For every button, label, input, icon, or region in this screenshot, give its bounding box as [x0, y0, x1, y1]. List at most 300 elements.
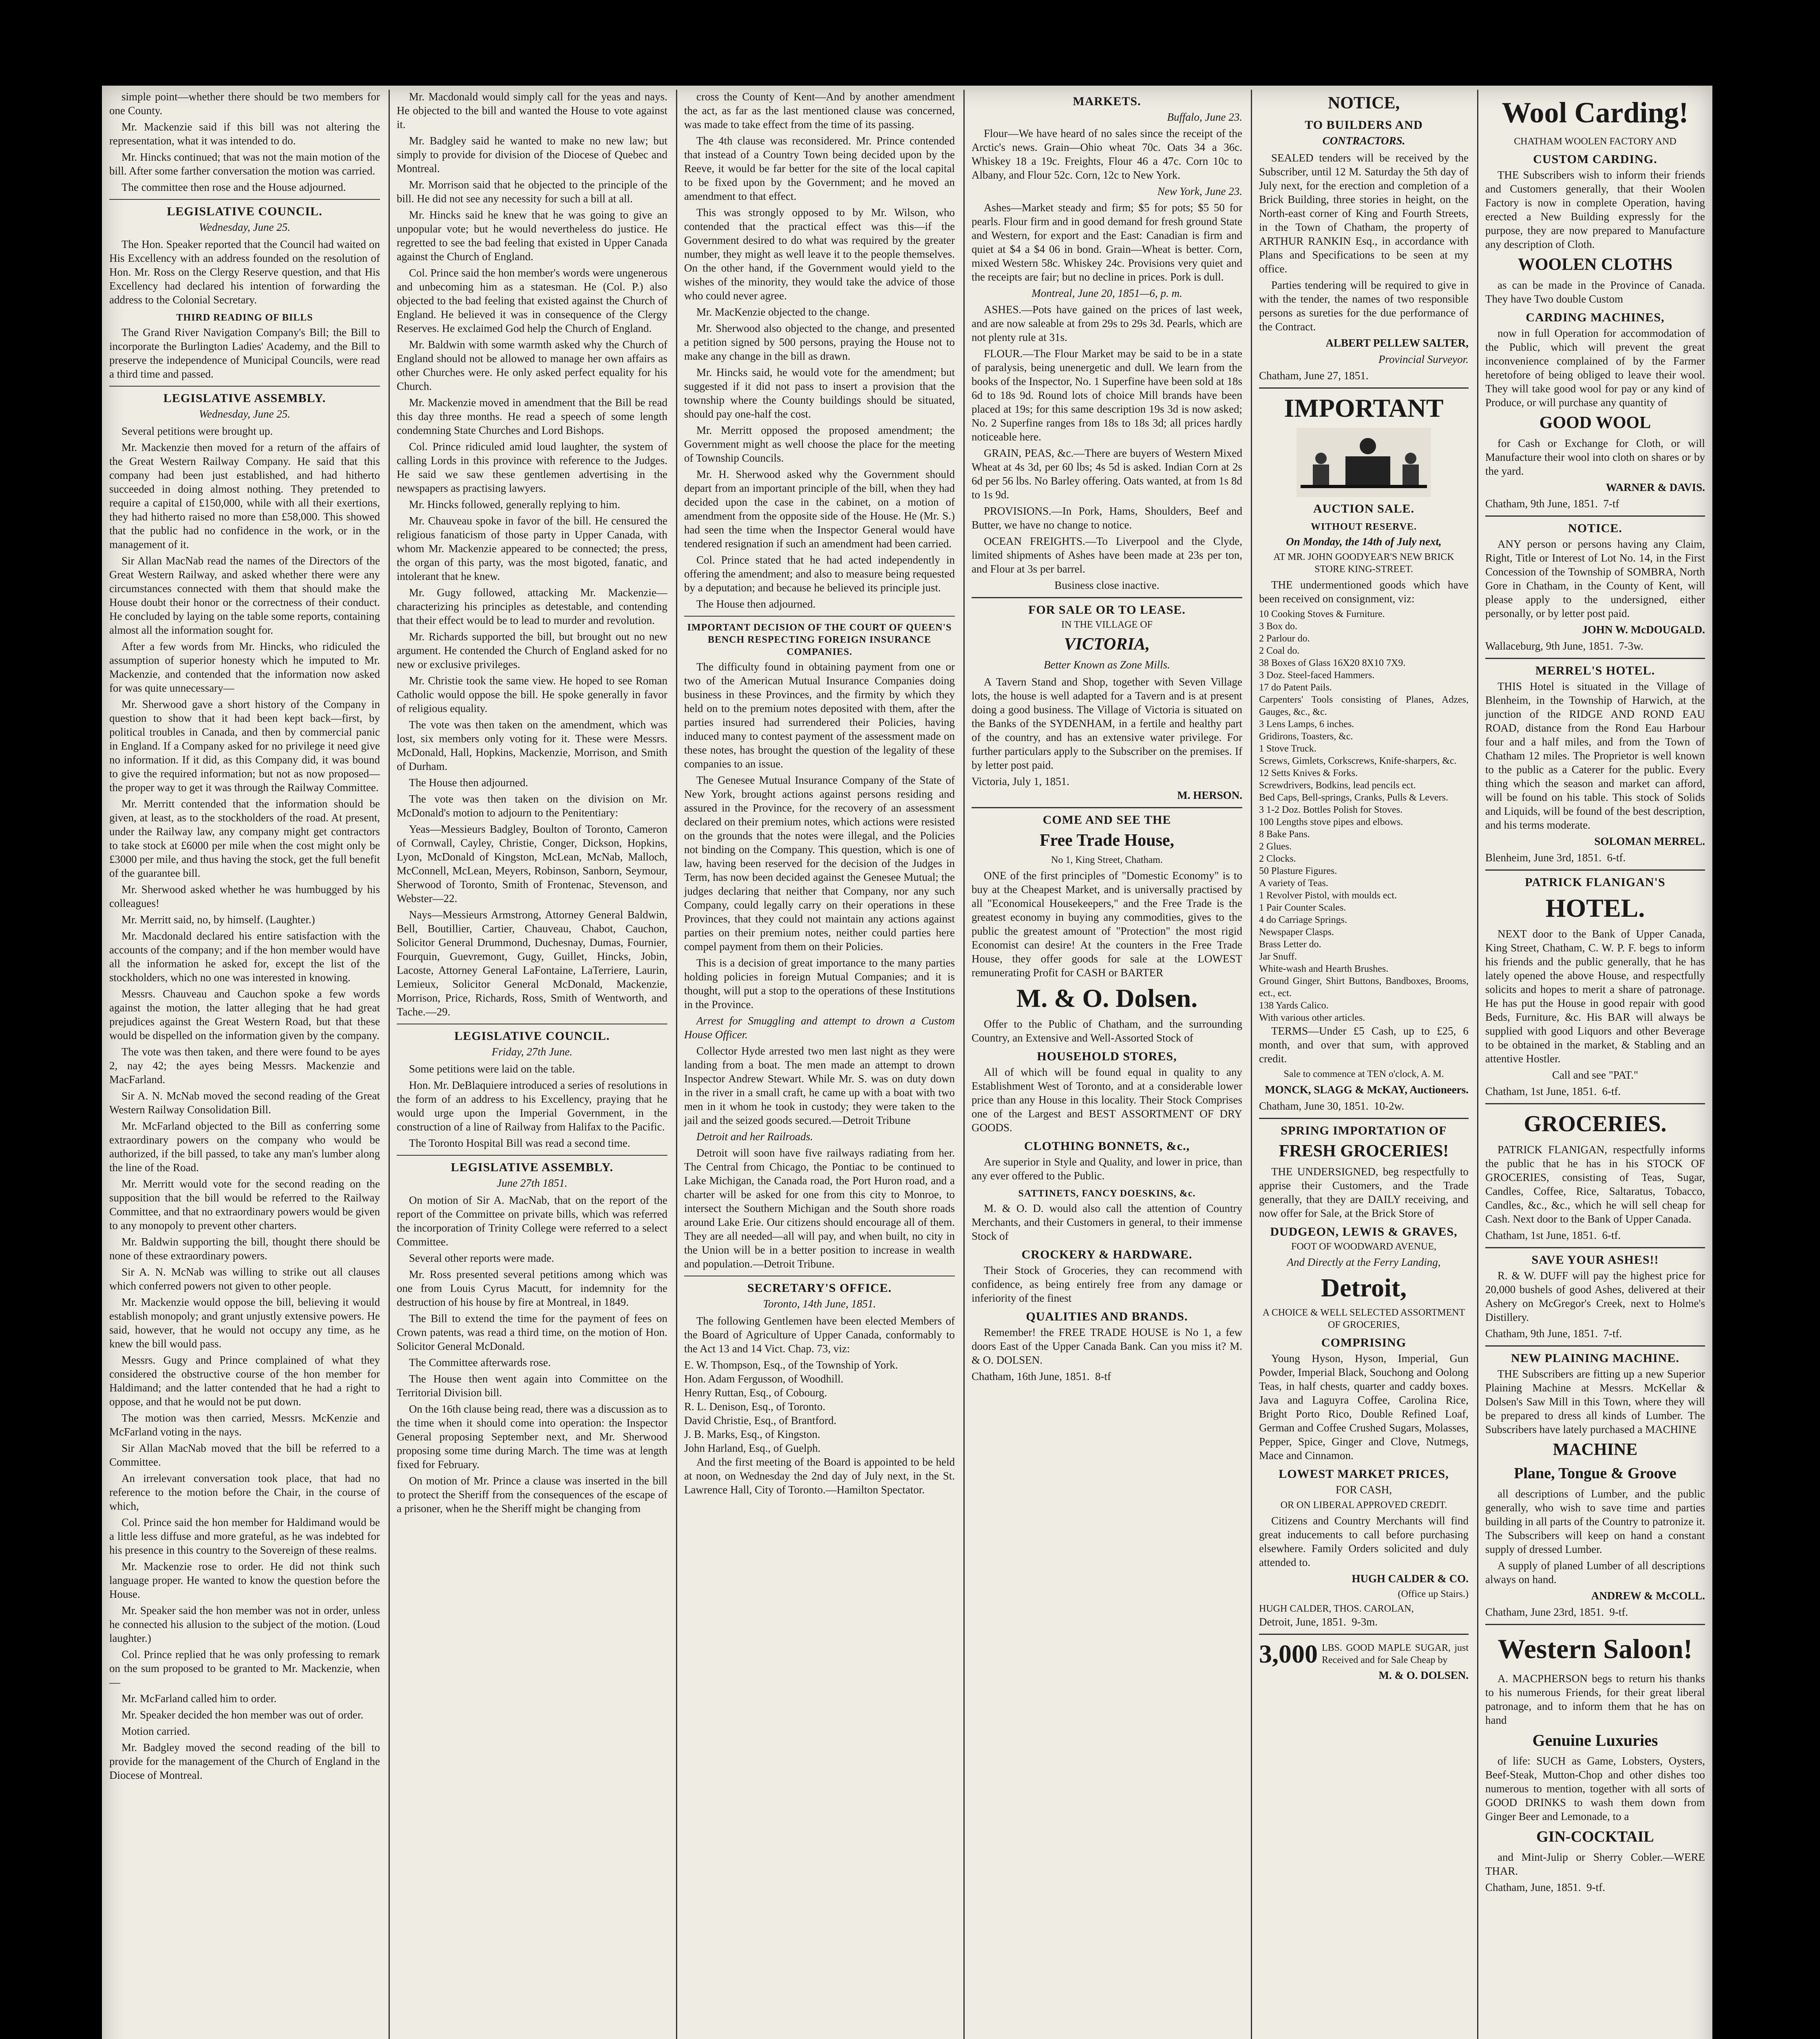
ad-title: GROCERIES.: [1524, 1111, 1667, 1137]
paragraph: OCEAN FREIGHTS.—To Liverpool and the Clyde, limited shipments of Ashes have been made at 23s per ton, and Flour at 3s per barrel.: [972, 535, 1242, 575]
ad-title: Western Saloon!: [1498, 1633, 1693, 1664]
ad-date-text: Chatham, 1st June, 1851.: [1485, 1085, 1597, 1097]
ad-date: [1485, 639, 1705, 653]
maple-sugar-ad: [1259, 1640, 1469, 1668]
column-2: [389, 90, 675, 2039]
ad-heading: CARDING MACHINES,: [1526, 311, 1665, 324]
ad-heading: TO BUILDERS AND: [1305, 118, 1423, 132]
auction-illustration: [1297, 428, 1431, 497]
list-item: Newspaper Clasps.: [1259, 927, 1334, 938]
ad-number: 3,000: [1259, 1639, 1318, 1668]
paragraph: GRAIN, PEAS, &c.—There are buyers of Western Mixed Wheat at 4s 3d, per 60 lbs; 4s 5d is asked. Indian Corn at 2s 6d per 56 lbs. No Barley offering. Oats wanted, at from 1s 8d to 1s 9d.: [972, 447, 1242, 501]
paragraph: for Cash or Exchange for Cloth, or will Manufacture their wool into cloth on shares or by the yard.: [1485, 437, 1705, 477]
ad-heading: MERREL'S HOTEL.: [1535, 664, 1655, 677]
ad-title: GOOD WOOL: [1539, 414, 1651, 432]
column-3: [677, 90, 962, 2039]
paragraph: THE Subscribers wish to inform their friends and Customers generally, that their Woolen Factory is now in complete Operation, having erected a New Building expressly for the purpose, they are now prepared to Manufacture any description of Cloth.: [1485, 169, 1705, 250]
paragraph: Detroit will soon have five railways radiating from her. The Central from Chicago, the Pontiac to be continued to Lake Michigan, the Canada road, the Port Huron road, and a charter will be asked for one from this city to Monroe, to intersect the Southern Michigan and the South shore roads around Lake Erie. Our citizens should encourage all of them. They are all needed—all will pay, and when built, no city in the Union will be in a better position to increase in wealth and population.—Detroit Tribune.: [684, 1147, 955, 1270]
ad-title: VICTORIA,: [1064, 635, 1150, 654]
paragraph: SEALED tenders will be received by the Subscriber, until 12 M. Saturday the 5th day of July next, for the erection and completion of a Brick Building, three stories in height, on the North-east corner of King and Fourth Streets, in the Town of Chatham, the property of ARTHUR RANKIN Esq., in accordance with Plans and Specifications to be seen at my office.: [1259, 152, 1469, 275]
list-item: 17 do Patent Pails.: [1259, 682, 1332, 693]
ad-date: [1485, 1327, 1705, 1340]
ad-place: AT MR. JOHN GOODYEAR'S NEW BRICK STORE KING-STREET.: [1273, 552, 1454, 575]
ad-date-text: Chatham, June, 1851.: [1485, 1881, 1581, 1893]
divider: [1485, 1345, 1705, 1347]
paragraph: Mr. Ross presented several petitions among which was one from Louis Cyrus Macutt, for indemnity for the destruction of his house by fire at Montreal, in 1849.: [397, 1268, 667, 1308]
paragraph: The Genesee Mutual Insurance Company of the State of New York, brought actions against persons residing and assured in the Province, for the recovery of an assessment declared on their premium notes, which actions were resisted on the grounds that the notes were illegal, and the Policies not binding on the Company. This question, which is one of law, having been reserved for the decision of the Judges in Term, has now been decided against the Genesee Mutual; the judges declaring that neither that Company, nor any such Company, could legally carry on their operations in these Provinces, that they could not maintain any actions against parties on their premium notes, neither could parties here compel payment from them on their Policies.: [684, 774, 955, 953]
section-date: New York, June 23.: [1157, 185, 1242, 197]
list-item: Ground Ginger, Shirt Buttons, Bandboxes, Brooms, ect., ect.: [1259, 976, 1469, 999]
paragraph: Mr. Richards supported the bill, but brought out no new argument. He contended the Church of England asked for no new or exclusive privileges.: [397, 630, 667, 670]
ad-title: WOOLEN CLOTHS: [1517, 255, 1673, 274]
ad-address: No 1, King Street, Chatham.: [1051, 855, 1163, 865]
paragraph: Sir Allan MacNab moved that the bill be referred to a Committee.: [109, 1442, 380, 1468]
ad-heading: NOTICE.: [1568, 522, 1622, 535]
section-heading: LEGISLATIVE COUNCIL.: [454, 1029, 610, 1043]
ad-subheading: OR ON LIBERAL APPROVED CREDIT.: [1280, 1500, 1447, 1510]
ad-ref: 9-3m.: [1352, 1616, 1378, 1628]
ad-subheading: CHATHAM WOOLEN FACTORY AND: [1514, 136, 1676, 147]
paragraph: Mr. Baldwin with some warmth asked why the Church of England should not be allowed to manage her own affairs as other Churches were. He only asked perfect equality for his Church.: [397, 338, 667, 392]
paragraph: Hon. Mr. DeBlaquiere introduced a series of resolutions in the form of an address to his Excellency, praying that he would urge upon the Imperial Government, in the construction of a line of Railway from Halifax to the Pacific.: [397, 1079, 667, 1133]
ad-heading: SAVE YOUR ASHES!!: [1531, 1253, 1659, 1267]
ad-title: Free Trade House,: [1039, 831, 1175, 850]
list-item: White-wash and Hearth Brushes.: [1259, 964, 1389, 974]
paragraph: Several petitions were brought up.: [121, 425, 273, 437]
paragraph: NEXT door to the Bank of Upper Canada, King Street, Chatham, C. W. P. F. begs to inform his friends and the public generally, that he has lately opened the above House, and respectfully solicits and hopes to merit a share of patronage. He has put the House in good repair with good Beds, Furniture, &c. His BAR will always be supplied with good Liquors and other Beverage to be obtained in the market, & Stabling and an attentive Hostler.: [1485, 928, 1705, 1065]
ad-title: Genuine Luxuries: [1532, 1731, 1658, 1749]
list-item: 1 Stove Truck.: [1259, 743, 1316, 754]
section-heading: Arrest for Smuggling and attempt to drown a Custom House Officer.: [684, 1015, 955, 1041]
ad-ref: 7-tf.: [1603, 1327, 1622, 1340]
paragraph: THE UNDERSIGNED, beg respectfully to apprise their Customers, and the Trade generally, that they are DAILY receiving, and now offer for Sale, at the Brick Store of: [1259, 1165, 1469, 1219]
ad-signer: WARNER & DAVIS.: [1606, 481, 1705, 493]
ad-text: LBS. GOOD MAPLE SUGAR, just Received and for Sale Cheap by: [1322, 1643, 1469, 1665]
paragraph: ANY person or persons having any Claim, Right, Title or Interest of Lot No. 14, in the First Concession of the Township of SOMBRA, North Gore in Chatham, in the County of Kent, will please apply to the undersigned, either personally, or by letter post paid.: [1485, 538, 1705, 619]
paragraph: Offer to the Public of Chatham, and the surrounding Country, an Extensive and Well-Assorted Stock of: [972, 1018, 1242, 1044]
paragraph: Mr. Macdonald declared his entire satisfaction with the accounts of the company; and if the hon member would have all the information he asked for, except the list of the stockholders, which no one was interested in knowing.: [109, 930, 380, 984]
ad-date: [1485, 1228, 1705, 1242]
list-item: 12 Setts Knives & Forks.: [1259, 768, 1358, 778]
ad-date: On Monday, the 14th of July next,: [1286, 535, 1442, 548]
list-item: 3 1-2 Doz. Bottles Polish for Stoves.: [1259, 805, 1403, 815]
paragraph: Mr. Mackenzie then moved for a return of the affairs of the Great Western Railway Company. He said that this company had been just established, and had hitherto succeeded in doing almost nothing. They pretended to require a capital of £150,000, while with all their exertions, they had hitherto raised no more than £58,000. This showed that the public had no confidence in the work, or in the management of it.: [109, 441, 380, 551]
ad-signer: HUGH CALDER & CO.: [1352, 1572, 1469, 1585]
list-item: David Christie, Esq., of Brantford.: [684, 1414, 837, 1426]
paragraph: An irrelevant conversation took place, that had no reference to the motion before the Chair, in the course of which,: [109, 1472, 380, 1512]
paragraph: A supply of planed Lumber of all descriptions always on hand.: [1485, 1559, 1705, 1586]
paragraph: M. & O. D. would also call the attention of Country Merchants, and their Customers in general, to their immense Stock of: [972, 1202, 1242, 1242]
paragraph: THE Subscribers are fitting up a new Superior Plaining Machine at Messrs. McKellar & Dolsen's Saw Mill in this Town, where they will be prepared to dress all kinds of Lumber. The Subscribers have lately purchased a MACHINE: [1485, 1368, 1705, 1435]
section-date: Wednesday, June 25.: [199, 221, 290, 233]
ad-signer-note: (Office up Stairs.): [1398, 1589, 1469, 1599]
ad-title: GIN-COCKTAIL: [1536, 1828, 1654, 1845]
ad-heading: DUDGEON, LEWIS & GRAVES,: [1270, 1225, 1458, 1238]
paragraph: Mr. Merritt contended that the information should be given, at least, as to the stockholders of the road. At present, under the Railway law, any company might get contractors to take stock at £6000 per mile when the cost might only be £3000 per mile, and thus having the stock, get the full benefit of the guarantee bill.: [109, 798, 380, 879]
paragraph: The House then adjourned.: [409, 776, 528, 789]
section-heading: SECRETARY'S OFFICE.: [747, 1281, 892, 1295]
ad-subheading: FOR CASH,: [1335, 1484, 1392, 1496]
ad-heading: SPRING IMPORTATION OF: [1281, 1124, 1447, 1137]
paragraph: Some petitions were laid on the table.: [409, 1063, 575, 1075]
ad-heading: NEW PLAINING MACHINE.: [1511, 1351, 1679, 1365]
ad-title: MACHINE: [1553, 1440, 1638, 1459]
column-5: [1252, 90, 1476, 2039]
list-item: Jar Snuff.: [1259, 951, 1297, 962]
paragraph: Messrs. Chauveau and Cauchon spoke a few words against the motion, the latter alleging that he had great prejudices against the Great Western Road, but that these would be dispelled on the information given by the company.: [109, 988, 380, 1042]
list-item: 3 Lens Lamps, 6 inches.: [1259, 719, 1354, 730]
list-item: 50 Plasture Figures.: [1259, 866, 1337, 876]
ad-heading: SATTINETS, FANCY DOESKINS, &c.: [1018, 1188, 1196, 1199]
paragraph: A. MACPHERSON begs to return his thanks to his numerous Friends, for their great liberal patronage, and to inform them that he has on hand: [1485, 1672, 1705, 1726]
paragraph: Sir A. N. McNab moved the second reading of the Great Western Railway Consolidation Bill.: [109, 1090, 380, 1116]
ad-heading: WITHOUT RESERVE.: [1310, 522, 1417, 532]
paragraph: THIS Hotel is situated in the Village of Blenheim, in the Township of Harwich, at the junction of the RIDGE AND ROND EAU ROAD, distance from the Rond Eau Harbour four and a half miles, and from the Town of Chatham 12 miles. The Proprietor is well known to the public as a Caterer for the public. Every thing which the season and market can afford, will be found on his table. This stock of Solids and Liquids, will be found of the best description, and his terms moderate.: [1485, 680, 1705, 831]
paragraph: R. & W. DUFF will pay the highest price for 20,000 bushels of good Ashes, delivered at their Ashery on McGregor's Creek, next to Holme's Distillery.: [1485, 1269, 1705, 1323]
ad-title: HOTEL.: [1545, 893, 1645, 922]
section-date: Montreal, June 20, 1851—6, p. m.: [1031, 287, 1182, 299]
paragraph: Mr. Mackenzie said if this bill was not altering the representation, what it was intended to do.: [109, 121, 380, 147]
paragraph: The difficulty found in obtaining payment from one or two of the American Mutual Insurance Companies doing business in these Provinces, and the firmity by which they held on to the premium notes deposited with them, after the parties insured had surrendered their Policies, having induced many to contest payment of the assessment made on these notes, has brought the question of the legality of these companies to an issue.: [684, 661, 955, 770]
ad-title: NOTICE,: [1327, 94, 1400, 113]
list-item: A variety of Teas.: [1259, 878, 1328, 889]
paragraph: Business close inactive.: [1054, 579, 1160, 591]
ad-title: IMPORTANT: [1284, 394, 1444, 422]
paragraph: Parties tendering will be required to give in with the tender, the names of two responsible persons as sureties for the due performance of the Contract.: [1259, 279, 1469, 333]
section-date: Friday, 27th June.: [492, 1046, 572, 1058]
divider: [1485, 1103, 1705, 1104]
list-item: E. W. Thompson, Esq., of the Township of York.: [684, 1359, 898, 1371]
divider: [1485, 658, 1705, 659]
paragraph: Mr. Badgley moved the second reading of the bill to provide for the management of the Church of England in the Diocese of Montreal.: [109, 1741, 380, 1781]
ad-title: Plane, Tongue & Groove: [1514, 1465, 1676, 1482]
ad-ref: 6-tf.: [1602, 1229, 1621, 1241]
paragraph: Mr. Macdonald would simply call for the yeas and nays. He objected to the bill and wanted the House to vote against it.: [397, 91, 667, 130]
divider: [109, 199, 380, 200]
ad-signer: ALBERT PELLEW SALTER,: [1325, 337, 1469, 349]
paragraph: Flour—We have heard of no sales since the receipt of the Arctic's news. Grain—Ohio wheat 70c. Oats 34 a 36c. Whiskey 18 a 19c. Freights, Flour 46 a 47c. Corn 10c to Albany, and Flour 52c. Corn, 12c to New York.: [972, 127, 1242, 181]
list-item: 1 Revolver Pistol, with moulds ect.: [1259, 890, 1397, 901]
paragraph: The 4th clause was reconsidered. Mr. Prince contended that instead of a Country Town being decided upon by the Reeve, it would be far better for the site of the local capital to be fixed upon by the Government; and he moved an amendment to that effect.: [684, 135, 955, 202]
paragraph: The Bill to extend the time for the payment of fees on Crown patents, was read a third time, on the motion of Hon. Solicitor General McDonald.: [397, 1312, 667, 1352]
paragraph: Mr. Hincks continued; that was not the main motion of the bill. After some farther conversation the motion was carried.: [109, 151, 380, 177]
ad-date: Chatham, June 27, 1851.: [1259, 369, 1369, 382]
paragraph: This was strongly opposed to by Mr. Wilson, who contended that the practical effect was this—if the Government desired to do what was required by the greater number, they might as well leave it to the people themselves. On the other hand, if the Government would yield to the wishes of the minority, they would take the advice of those who could never agree.: [684, 206, 955, 302]
list-item: 10 Cooking Stoves & Furniture.: [1259, 609, 1385, 619]
list-item: Hon. Adam Fergusson, of Woodhill.: [684, 1373, 844, 1385]
section-heading: MARKETS.: [1073, 95, 1141, 108]
ad-date: [1485, 1605, 1705, 1619]
ad-heading: CUSTOM CARDING.: [1533, 153, 1657, 166]
ad-date-text: Chatham, 9th June, 1851.: [1485, 1327, 1598, 1340]
paragraph: Several other reports were made.: [409, 1252, 554, 1264]
paragraph: Citizens and Country Merchants will find great inducements to call before purchasing elsewhere. Family Orders solicited and duly attended to.: [1259, 1515, 1469, 1568]
ad-ref: 7-3w.: [1619, 640, 1643, 652]
ad-signer: SOLOMAN MERREL.: [1594, 835, 1705, 847]
section-heading: LEGISLATIVE ASSEMBLY.: [163, 391, 326, 405]
ad-ref: 6-tf.: [1607, 851, 1626, 864]
ad-subheading: IN THE VILLAGE OF: [1061, 619, 1153, 630]
paragraph: Remember! the FREE TRADE HOUSE is No 1, a few doors East of the Upper Canada Bank. Can you miss it? M. & O. DOLSEN.: [972, 1326, 1242, 1366]
ad-date: [972, 1369, 1242, 1383]
paragraph: Motion carried.: [121, 1725, 190, 1737]
divider: [1259, 387, 1469, 389]
paragraph: PROVISIONS.—In Pork, Hams, Shoulders, Beef and Butter, we have no change to notice.: [972, 505, 1242, 531]
paragraph: Mr. Hincks said he knew that he was going to give an unpopular vote; but he would nevertheless do justice. He regretted to see the bad feeling that existed in Upper Canada against the Church of England.: [397, 209, 667, 263]
paragraph: Mr. Mackenzie would oppose the bill, believing it would establish monopoly; and grant unjustly extensive powers. He said, however, that he would not occupy any time, as he knew the bill would pass.: [109, 1296, 380, 1350]
list-item: 4 do Carriage Springs.: [1259, 915, 1347, 925]
list-item: 8 Bake Pans.: [1259, 829, 1310, 840]
paragraph: Col. Prince said the hon member for Haldimand would be a little less diffuse and more grateful, as he was indebted for his presence in this country to the Sovereign of these realms.: [109, 1516, 380, 1556]
paragraph: Mr. Hincks said, he would vote for the amendment; but suggested if it did not pass to insert a provision that the township where the County buildings should be situated, should pay one-half the cost.: [684, 366, 955, 420]
section-date: Wednesday, June 25.: [199, 408, 290, 420]
divider: [1485, 1624, 1705, 1625]
paragraph: After a few words from Mr. Hincks, who ridiculed the assumption of superior honesty which he imputed to Mr. Mackenzie, and contended that the information now asked for was quite unnecessary—: [109, 640, 380, 694]
paragraph: Yeas—Messieurs Badgley, Boulton of Toronto, Cameron of Cornwall, Cayley, Christie, Conger, Dickson, Hopkins, Lyon, McDonald of Kingston, McLean, McNab, Malloch, McConnell, McLean, Meyers, Robinson, Sanborn, Seymour, Sherwood of Toronto, Smith of Frontenac, Stevenson, and Webster—22.: [397, 823, 667, 905]
paragraph: The vote was then taken on the division on Mr. McDonald's motion to adjourn to the Penitentiary:: [397, 793, 667, 819]
ad-title: Wool Carding!: [1502, 96, 1689, 129]
paragraph: Mr. Badgley said he wanted to make no new law; but simply to provide for division of the Diocese of Quebec and Montreal.: [397, 135, 667, 175]
list-item: 38 Boxes of Glass 16X20 8X10 7X9.: [1259, 658, 1406, 668]
ad-date-text: Blenheim, June 3rd, 1851.: [1485, 851, 1601, 864]
ad-signer: MONCK, SLAGG & McKAY, Auctioneers.: [1265, 1084, 1469, 1096]
ad-ref: 6-tf.: [1602, 1085, 1621, 1097]
list-item: 138 Yards Calico.: [1259, 1000, 1329, 1011]
ad-heading: CROCKERY & HARDWARE.: [1021, 1248, 1193, 1261]
ad-date: [1485, 1084, 1705, 1098]
ad-date-text: Chatham, 9th June, 1851.: [1485, 498, 1598, 510]
paragraph: All of which will be found equal in quality to any Establishment West of Toronto, and at a considerable lower price than any House in this locality. Their Stock Comprises one of the Largest and BEST ASSORTMENT OF DRY GOODS.: [972, 1066, 1242, 1134]
ad-ref: 8-tf: [1095, 1370, 1111, 1382]
paragraph: Messrs. Gugy and Prince complained of what they considered the obstructive course of the hon member for Haldimand; and the latter contended that he had a right to oppose, and that he would not be put down.: [109, 1354, 380, 1408]
paragraph: Sir A. N. McNab was willing to strike out all clauses which conferred powers not given to other people.: [109, 1266, 380, 1292]
paragraph: Mr. Mackenzie moved in amendment that the Bill be read this day three months. He read a speech of some length condemning State Churches and Lord Bishops.: [397, 396, 667, 436]
section-date: Toronto, 14th June, 1851.: [763, 1298, 876, 1310]
paragraph: Mr. Hincks followed, generally replying to him.: [409, 498, 621, 511]
list-item: Brass Letter do.: [1259, 939, 1321, 950]
paragraph: The Toronto Hospital Bill was read a second time.: [409, 1137, 630, 1149]
list-item: 3 Doz. Steel-faced Hammers.: [1259, 670, 1375, 681]
paragraph: Mr. Gugy followed, attacking Mr. Mackenzie—characterizing his principles as detestable, and contending that their effect would be to lead to murder and revolution.: [397, 586, 667, 626]
paragraph: A Tavern Stand and Shop, together with Seven Village lots, the house is well adapted for a Tavern and is at present doing a good business. The Village of Victoria is situated on the Banks of the SYDENHAM, in a fertile and healthy part of the country, and has an extensive water privilege. For further particulars apply to the Subscriber on the premises. If by letter post paid.: [972, 676, 1242, 771]
ad-ref: 9-tf.: [1586, 1881, 1605, 1893]
list-item: Gridirons, Toasters, &c.: [1259, 731, 1353, 742]
ad-heading: LOWEST MARKET PRICES,: [1279, 1467, 1449, 1481]
paragraph: Mr. Sherwood gave a short history of the Company in question to show that it had been kept back—first, by political troubles in Canada, and then by commercial panic in England. If a Company asked for no privilege it need give no information. If it did, as this Company did, it was bound to give the required information; but not as now proposed—the proper way to get it was through the Railway Committee.: [109, 698, 380, 794]
paragraph: Mr. McFarland objected to the Bill as conferring some extraordinary powers on the company who would be authorized, if the bill passed, to take any man's lumber along the line of the Road.: [109, 1120, 380, 1174]
section-heading: LEGISLATIVE COUNCIL.: [167, 205, 322, 218]
ad-title: Detroit,: [1321, 1273, 1407, 1302]
list-item: R. L. Denison, Esq., of Toronto.: [684, 1400, 826, 1413]
divider: [1259, 1118, 1469, 1119]
paragraph: The Grand River Navigation Company's Bill; the Bill to incorporate the Burlington Ladies' Academy, and the Bill to preserve the independence of Municipal Councils, were read a third time and passed.: [109, 326, 380, 380]
ad-heading: AUCTION SALE.: [1313, 502, 1415, 515]
paragraph: Their Stock of Groceries, they can recommend with confidence, as being entirely free from any damage or inferiority of the finest: [972, 1264, 1242, 1304]
list-item: Screwdrivers, Bodkins, lead pencils ect.: [1259, 780, 1416, 791]
ad-subheading: A CHOICE & WELL SELECTED ASSORTMENT OF GROCERIES,: [1262, 1307, 1465, 1330]
divider: [972, 807, 1242, 808]
list-item: John Harland, Esq., of Guelph.: [684, 1442, 821, 1454]
section-heading: THIRD READING OF BILLS: [176, 312, 313, 323]
ad-date: [1485, 1880, 1705, 1894]
list-item: Carpenters' Tools consisting of Planes, Adzes, Gauges, &c., &c.: [1259, 694, 1469, 717]
column-6: [1478, 90, 1712, 2039]
paragraph: The following Gentlemen have been elected Members of the Board of Agriculture of Upper Canada, conformably to the Act 13 and 14 Vict. Chap. 73, viz:: [684, 1315, 955, 1355]
paragraph: now in full Operation for accommodation of the Public, which will prevent the great inconvenience complained of by the Farmer heretofore of being obliged to leave their wool. They will take good wool for pay or any kind of Produce, or will purchase any quantity of: [1485, 327, 1705, 409]
ad-date-text: Chatham, June 30, 1851.: [1259, 1100, 1369, 1112]
ad-heading: PATRICK FLANIGAN'S: [1525, 876, 1665, 889]
divider: [1485, 869, 1705, 871]
paragraph: On motion of Mr. Prince a clause was inserted in the bill to protect the Sheriff from the consequences of the escape of a prisoner, when he the Sheriff might be changing from: [397, 1475, 667, 1515]
paragraph: Mr. Merritt said, no, by himself. (Laughter.): [121, 913, 315, 926]
ad-heading: COME AND SEE THE: [1043, 813, 1171, 827]
paragraph: Collector Hyde arrested two men last night as they were landing from a boat. The men made an attempt to drown Inspector Andrew Stewart. While Mr. S. was on duty down in the river in a small craft, he came up with a boat with two men in it whom he took in custody; they were taken to the jail and the seized goods secured.—Detroit Tribune: [684, 1045, 955, 1126]
paragraph: The vote was then taken on the amendment, which was lost, six members only voting for it. These were Messrs. McDonald, Hall, Hopkins, Mackenzie, Morrison, and Smith of Durham.: [397, 719, 667, 772]
section-date: June 27th 1851.: [497, 1177, 568, 1189]
paragraph: TERMS—Under £5 Cash, up to £25, 6 month, and over that sum, with approved credit.: [1259, 1025, 1469, 1065]
list-item: Bed Caps, Bell-springs, Cranks, Pulls & Levers.: [1259, 792, 1448, 803]
section-heading: IMPORTANT DECISION OF THE COURT OF QUEEN'S BENCH RESPECTING FOREIGN INSURANCE COMPANIES.: [687, 622, 952, 657]
list-item: With various other articles.: [1259, 1013, 1365, 1023]
column-1: [102, 90, 387, 2039]
divider: [109, 386, 380, 387]
ad-signer: M. & O. DOLSEN.: [1378, 1669, 1469, 1681]
ad-ref: 9-tf.: [1609, 1606, 1628, 1618]
ad-date-text: Chatham, 16th June, 1851.: [972, 1370, 1090, 1382]
paragraph: Mr. Morrison said that he objected to the principle of the bill. He did not see any necessity for such a bill at all.: [397, 179, 667, 205]
paragraph: The House then adjourned.: [696, 598, 816, 610]
auction-scene-icon: [1297, 428, 1431, 497]
ad-address: And Directly at the Ferry Landing,: [1287, 1256, 1441, 1268]
list-item: 2 Coal do.: [1259, 646, 1300, 656]
list-item: Screws, Gimlets, Corkscrews, Knife-sharpers, &c.: [1259, 756, 1457, 766]
paragraph: cross the County of Kent—And by another amendment the act, as far as the last mentioned clause was concerned, was made to take effect from the time of its passing.: [684, 91, 955, 130]
paragraph: Nays—Messieurs Armstrong, Attorney General Baldwin, Bell, Boutillier, Cartier, Chauveau, Chabot, Cauchon, Solicitor General Drummond, Duchesnay, Dumas, Fournier, Fourquin, Guevremont, Gugy, Guillet, Hincks, Jobin, Lacoste, Attorney General LaFontaine, LaTerriere, Laurin, Lemieux, Solicitor General McDonald, Mackenzie, Morrison, Price, Richards, Ross, Smith of Wentworth, and Tache.—29.: [397, 909, 667, 1018]
list-item: 1 Pair Counter Scales.: [1259, 902, 1346, 913]
ad-signer-title: Provincial Surveyor.: [1378, 353, 1469, 365]
paragraph: On motion of Sir A. MacNab, that on the report of the report of the Committee on private bills, which was referred the incorporation of Trinity College were referred to a select Committee.: [397, 1194, 667, 1248]
paragraph: FLOUR.—The Flour Market may be said to be in a state of paralysis, being unenergetic and dull. We learn from the books of the Inspector, No. 1 Superfine have been sold at 18s 6d to 18s 9d. Round lots of choice Mill brands have been placed at 19s; for this same description 19s 3d is now asked; No. 2 Superfine ranges from 18s to 18s 3d; all prices hardly noticeable here.: [972, 347, 1242, 443]
divider: [684, 616, 955, 617]
paragraph: Mr. H. Sherwood asked why the Government should depart from an important principle of the bill, when they had decided upon the case in the cabinet, on a motion of amendment from the opposite side of the House. He (Mr. S.) had seen the time when the Inspector General would have tendered resignation if such an amendment had been carried.: [684, 468, 955, 550]
ad-heading: QUALITIES AND BRANDS.: [1026, 1310, 1188, 1323]
ad-date-text: Chatham, June 23rd, 1851.: [1485, 1606, 1604, 1618]
paragraph: Are superior in Style and Quality, and lower in price, than any ever offered to the Public.: [972, 1156, 1242, 1182]
paragraph: simple point—whether there should be two members for one County.: [109, 91, 380, 117]
paragraph: Mr. MacKenzie objected to the change.: [696, 306, 870, 318]
list-item: J. B. Marks, Esq., of Kingston.: [684, 1428, 820, 1440]
paragraph: ASHES.—Pots have gained on the prices of last week, and are now saleable at from 29s to 29s 3d. Pearls, which are not plenty rule at 31s.: [972, 303, 1242, 343]
ad-date-text: Detroit, June, 1851.: [1259, 1616, 1346, 1628]
ad-date: Victoria, July 1, 1851.: [972, 775, 1069, 787]
paragraph: The committee then rose and the House adjourned.: [121, 181, 346, 193]
ad-date-text: Chatham, 1st June, 1851.: [1485, 1229, 1597, 1241]
paragraph: Mr. Speaker decided the hon member was out of order.: [121, 1709, 364, 1721]
paragraph: On the 16th clause being read, there was a discussion as to the time when it should come into operation: the Inspector General proposing September next, and Mr. Sherwood proposing some time during March. The time was at length fixed for February.: [397, 1403, 667, 1471]
ad-address: FOOT OF WOODWARD AVENUE,: [1291, 1241, 1437, 1252]
paragraph: Mr. Sherwood asked whether he was humbugged by his colleagues!: [109, 883, 380, 909]
ad-title: M. & O. Dolsen.: [1016, 984, 1198, 1013]
ad-callout: Call and see "PAT.": [1552, 1069, 1639, 1081]
ad-ref: 10-2w.: [1374, 1100, 1404, 1112]
paragraph: This is a decision of great importance to the many parties holding policies in foreign Mutual Companies; and it is thought, will put a stop to the operations of these Institutions in the Province.: [684, 957, 955, 1011]
paragraph: The Committee afterwards rose.: [409, 1356, 551, 1369]
paragraph: Mr. McFarland called him to order.: [121, 1692, 277, 1705]
divider: [397, 1155, 667, 1156]
ad-ref: 7-tf: [1603, 498, 1619, 510]
ad-heading: CLOTHING BONNETS, &c.,: [1024, 1139, 1190, 1153]
list-item: 2 Glues.: [1259, 841, 1292, 852]
ad-date-text: Wallaceburg, 9th June, 1851.: [1485, 640, 1613, 652]
ad-date: [1259, 1099, 1469, 1113]
paragraph: Col. Prince ridiculed amid loud laughter, the system of calling Lords in this province with reference to the Judges. He said we saw these gentlemen advertising in the newspapers as practising lawyers.: [397, 440, 667, 494]
ad-names: HUGH CALDER, THOS. CAROLAN,: [1259, 1603, 1414, 1614]
ad-heading: HOUSEHOLD STORES,: [1037, 1050, 1177, 1063]
ad-signer: JOHN W. McDOUGALD.: [1582, 624, 1705, 636]
paragraph: The Hon. Speaker reported that the Council had waited on His Excellency with an address founded on the resolution of Hon. Mr. Ross on the Clergy Reserve question, and that His Excellency had declared his intention of forwarding the address to the Colonial Secretary.: [109, 238, 380, 306]
paragraph: The vote was then taken, and there were found to be ayes 2, nay 42; the ayes being Messrs. Mackenzie and MacFarland.: [109, 1046, 380, 1086]
paragraph: Mr. Merritt would vote for the second reading on the supposition that the bill would be referred to the Railway Committee, and that no extraordinary powers would be given to any monopoly to prevent other charters.: [109, 1178, 380, 1232]
ad-time: Sale to commence at TEN o'clock, A. M.: [1283, 1069, 1444, 1079]
paragraph: Mr. Baldwin supporting the bill, thought there should be none of these extraordinary powers.: [109, 1236, 380, 1262]
paragraph: Mr. Speaker said the hon member was not in order, unless he connected his allusion to the subject of the motion. (Loud laughter.): [109, 1604, 380, 1644]
column-4: [964, 90, 1250, 2039]
ad-date: [1485, 497, 1705, 511]
paragraph: all descriptions of Lumber, and the public generally, who wish to save time and parties building in all parts of the Country to patronize it. The Subscribers will keep on hand a constant supply of dressed Lumber.: [1485, 1488, 1705, 1555]
ad-heading: COMPRISING: [1321, 1336, 1407, 1349]
ad-date: [1259, 1615, 1469, 1629]
paragraph: Col. Prince said the hon member's words were ungenerous and unbecoming him as a statesman. He (Col. P.) also objected to the bad feeling that existed against the Church of England. He believed it was in consequence of the Clergy Reserves. He exclaimed God help the Church of England.: [397, 267, 667, 334]
paragraph: The motion was then carried, Messrs. McKenzie and McFarland voting in the nays.: [109, 1412, 380, 1438]
paragraph: The House then went again into Committee on the Territorial Division bill.: [397, 1373, 667, 1399]
ad-signer: ANDREW & McCOLL.: [1591, 1590, 1705, 1602]
paragraph: Mr. Sherwood also objected to the change, and presented a petition signed by 500 persons, praying the House not to make any change in the bill as drawn.: [684, 322, 955, 362]
divider: [1259, 1634, 1469, 1635]
paragraph: of life: SUCH as Game, Lobsters, Oysters, Beef-Steak, Mutton-Chop and other dishes too numerous to mention, together with all sorts of GOOD DRINKS to wash them down from Ginger Beer and Lemonade, to a: [1485, 1755, 1705, 1822]
list-item: 2 Parlour do.: [1259, 633, 1310, 644]
list-item: 2 Clocks.: [1259, 854, 1296, 864]
paragraph: ONE of the first principles of "Domestic Economy" is to buy at the Cheapest Market, and is universally practised by all "Economical Housekeepers," and the Free Trade is the greatest economy in buying any commodities, gives to the public the greatest amount of "Protection" the most rigid Economist can desire! At the counters in the Free Trade House, they offer goods for sale at the LOWEST remunerating Profit for CASH or BARTER: [972, 869, 1242, 979]
divider: [1485, 515, 1705, 517]
section-date: Buffalo, June 23.: [1167, 111, 1242, 123]
ad-signer: M. HERSON.: [1177, 789, 1242, 801]
newspaper-page: [102, 86, 1712, 2039]
divider: [972, 597, 1242, 598]
list-item: Henry Ruttan, Esq., of Cobourg.: [684, 1387, 827, 1399]
paragraph: and Mint-Julip or Sherry Cobler.—WERE THAR.: [1485, 1851, 1705, 1877]
section-heading: LEGISLATIVE ASSEMBLY.: [451, 1161, 614, 1174]
paragraph: And the first meeting of the Board is appointed to be held at noon, on Wednesday the 2nd day of July next, in the St. Lawrence Hall, City of Toronto.—Hamilton Spectator.: [684, 1456, 955, 1496]
ad-heading: FOR SALE OR TO LEASE.: [1028, 603, 1186, 617]
paragraph: Mr. Chauveau spoke in favor of the bill. He censured the religious fanaticism of those party in Upper Canada, with whom Mr. Mackenzie appeared to be connected; the press, the organ of this party, was the most bigoted, fanatic, and intolerant that he knew.: [397, 515, 667, 582]
ad-date: [1485, 851, 1705, 865]
paragraph: Young Hyson, Hyson, Imperial, Gun Powder, Imperial Black, Souchong and Oolong Teas, in half chests, quarter and caddy boxes. Java and Laguyra Coffee, Carolina Rice, Bright Porto Rico, Double Refined Loaf, German and Coffee Crushed Sugars, Molasses, Pepper, Spice, Ginger and Clove, Nutmegs, Mace and Cinnamon.: [1259, 1352, 1469, 1462]
ad-heading: CONTRACTORS.: [1322, 135, 1405, 147]
ad-title: FRESH GROCERIES!: [1279, 1142, 1449, 1161]
paragraph: Col. Prince replied that he was only professing to remark on the sum proposed to be granted to Mr. Mackenzie, when—: [109, 1648, 380, 1688]
ad-subtitle: Better Known as Zone Mills.: [1044, 659, 1170, 671]
paragraph: Col. Prince stated that he had acted independently in offering the amendment; and also to measure being requested by a deputation; and because he believed its principle just.: [684, 554, 955, 594]
paragraph: Mr. Christie took the same view. He hoped to see Roman Catholic would oppose the bill. He spoke generally in favor of religious equality.: [397, 675, 667, 714]
list-item: 3 Box do.: [1259, 621, 1298, 632]
paragraph: PATRICK FLANIGAN, respectfully informs the public that he has in his STOCK OF GROCERIES, consisting of Teas, Sugar, Candles, Coffee, Rice, Saltaratus, Tobacco, Candles, &c., &c., which he will sell cheap for Cash. Next door to the Bank of Upper Canada.: [1485, 1143, 1705, 1225]
paragraph: Mr. Merritt opposed the proposed amendment; the Government might as well choose the place for the meeting of Township Councils.: [684, 424, 955, 464]
divider: [1485, 1247, 1705, 1248]
paragraph: Mr. Mackenzie rose to order. He did not think such language proper. He wanted to know the question before the House.: [109, 1560, 380, 1600]
paragraph: THE undermentioned goods which have been received on consignment, viz:: [1259, 579, 1469, 605]
list-item: 100 Lengths stove pipes and elbows.: [1259, 817, 1403, 827]
paragraph: as can be made in the Province of Canada. They have Two double Custom: [1485, 279, 1705, 305]
